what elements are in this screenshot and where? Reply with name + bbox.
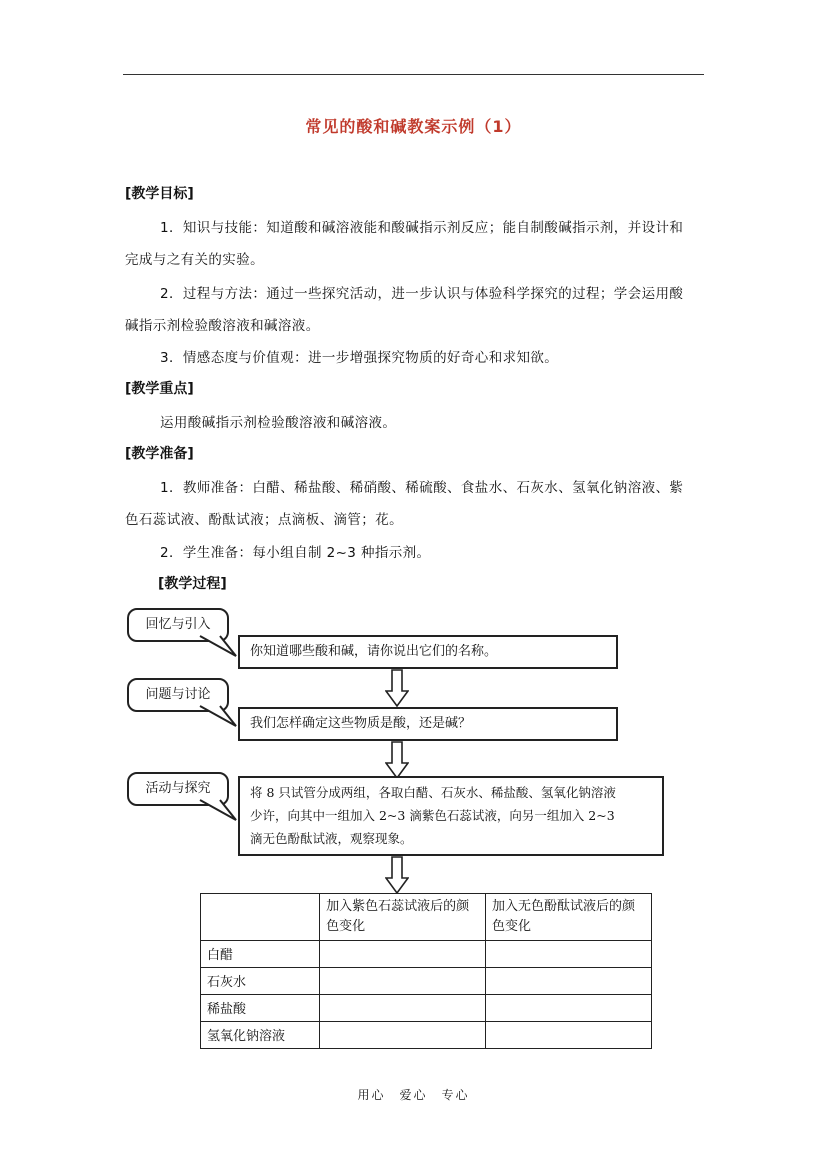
- table-cell: [320, 941, 486, 968]
- table-header-cell: 加入紫色石蕊试液后的颜色变化: [320, 894, 486, 941]
- table-header-cell: [201, 894, 320, 941]
- page-title: 常见的酸和碱教案示例（1）: [305, 117, 522, 136]
- page-footer: 用心 爱心 专心: [357, 1088, 470, 1102]
- prep-1-line2: 色石蕊试液、酚酞试液；点滴板、滴管；花。: [125, 512, 403, 528]
- down-arrow-icon: [385, 856, 409, 894]
- step1-callout-tail: [200, 636, 240, 666]
- step2-callout-tail: [200, 706, 240, 736]
- process-heading: [教学过程]: [158, 576, 227, 592]
- table-cell: [486, 1022, 652, 1049]
- down-arrow-icon: [385, 669, 409, 707]
- table-row-label: 白醋: [201, 941, 320, 968]
- step2-label-text: 问题与讨论: [145, 687, 211, 702]
- table-row-label: 稀盐酸: [201, 995, 320, 1022]
- table-cell: [320, 995, 486, 1022]
- step2-box: [238, 707, 618, 741]
- table-header-cell: 加入无色酚酞试液后的颜色变化: [486, 894, 652, 941]
- header-rule: [123, 74, 704, 75]
- step3-line-2: 少许，向其中一组加入 2~3 滴紫色石蕊试液，向另一组加入 2~3: [250, 808, 615, 823]
- step1-label-text: 回忆与引入: [145, 617, 211, 632]
- prep-2-line1: 2．学生准备：每小组自制 2~3 种指示剂。: [160, 545, 431, 561]
- objective-1-line1: 1．知识与技能：知道酸和碱溶液能和酸碱指示剂反应；能自制酸碱指示剂，并设计和: [160, 220, 684, 236]
- objective-2-line1: 2．过程与方法：通过一些探究活动，进一步认识与体验科学探究的过程；学会运用酸: [160, 286, 684, 302]
- prep-heading: [教学准备]: [125, 446, 194, 462]
- table-header-row: [201, 894, 652, 941]
- table-row: [201, 1022, 652, 1049]
- step3-callout-tail: [200, 800, 240, 830]
- step1-text: 你知道哪些酸和碱，请你说出它们的名称。: [250, 644, 498, 659]
- table-cell: [486, 968, 652, 995]
- step2-text: 我们怎样确定这些物质是酸，还是碱？: [250, 716, 472, 731]
- prep-1-line1: 1．教师准备：白醋、稀盐酸、稀硝酸、稀硫酸、食盐水、石灰水、氢氧化钠溶液、紫: [160, 480, 684, 496]
- table-cell: [486, 995, 652, 1022]
- objective-2-line2: 碱指示剂检验酸溶液和碱溶液。: [125, 318, 320, 334]
- table-row-label: 氢氧化钠溶液: [201, 1022, 320, 1049]
- objective-3-line1: 3．情感态度与价值观：进一步增强探究物质的好奇心和求知欲。: [160, 350, 559, 366]
- step3-box: [238, 776, 664, 856]
- table-cell: [486, 941, 652, 968]
- table-row: [201, 995, 652, 1022]
- down-arrow-icon: [385, 741, 409, 779]
- table-row: [201, 968, 652, 995]
- observation-table: [200, 893, 652, 1049]
- table-row: [201, 941, 652, 968]
- key-text: 运用酸碱指示剂检验酸溶液和碱溶液。: [160, 415, 397, 431]
- step1-box: [238, 635, 618, 669]
- step3-line-1: 将 8 只试管分成两组，各取白醋、石灰水、稀盐酸、氢氧化钠溶液: [250, 785, 616, 800]
- objective-1-line2: 完成与之有关的实验。: [125, 252, 264, 268]
- table-row-label: 石灰水: [201, 968, 320, 995]
- step3-line-3: 滴无色酚酞试液，观察现象。: [250, 831, 413, 846]
- objectives-heading: [教学目标]: [125, 186, 194, 202]
- step3-label-text: 活动与探究: [145, 781, 211, 796]
- table-cell: [320, 968, 486, 995]
- key-heading: [教学重点]: [125, 381, 194, 397]
- table-cell: [320, 1022, 486, 1049]
